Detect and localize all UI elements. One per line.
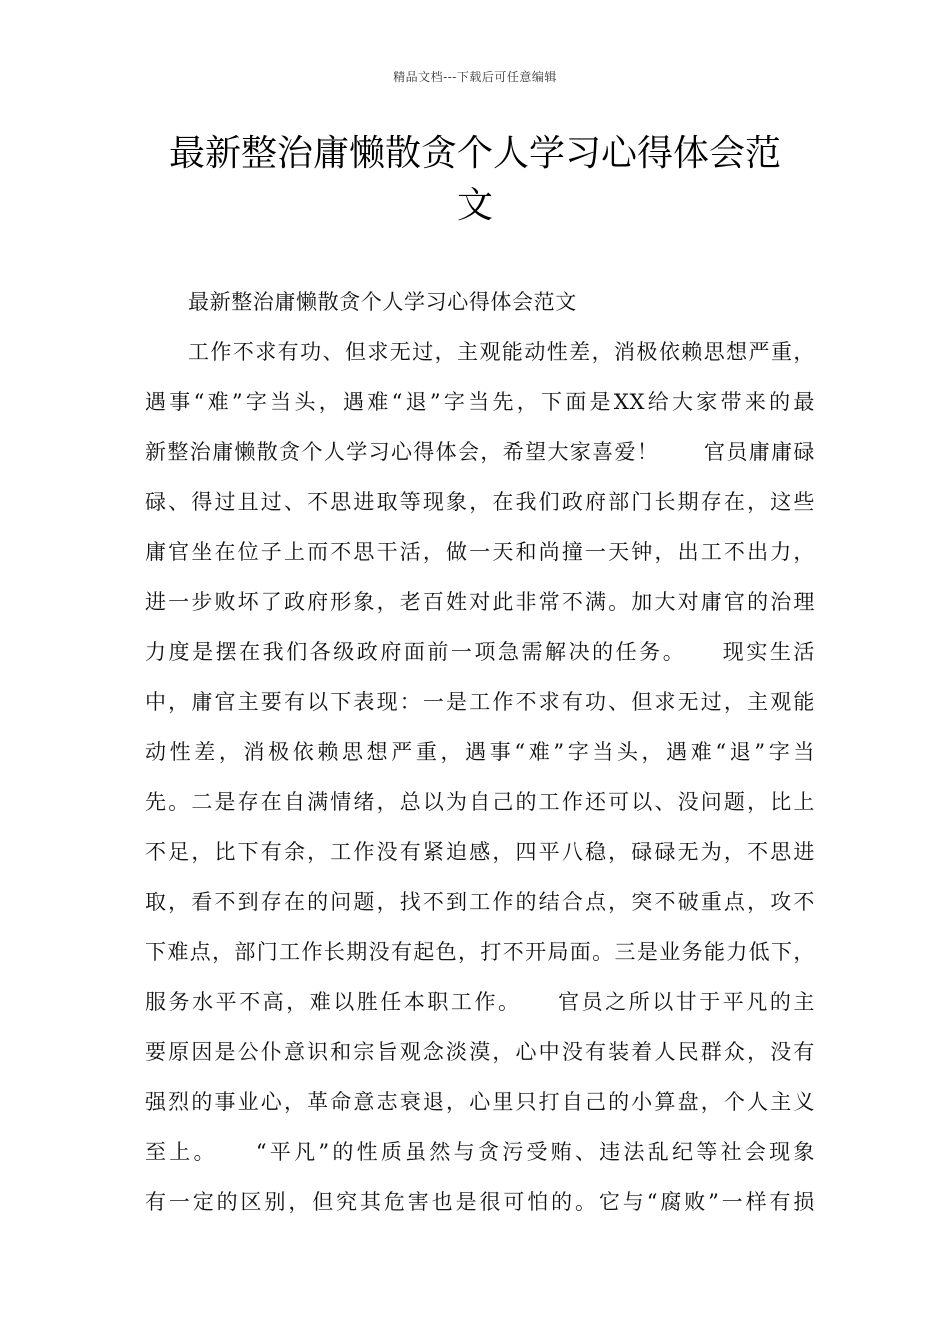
body-line: 服务水平不高，难以胜任本职工作。 官员之所以甘于平凡的主 (145, 990, 815, 1014)
body-line: 取，看不到存在的问题，找不到工作的结合点，突不破重点，攻不 (145, 890, 815, 914)
title-line-2: 文 (456, 185, 493, 226)
body-line: 至上。 “平凡”的性质虽然与贪污受贿、违法乱纪等社会现象 (145, 1140, 815, 1164)
document-header-note: 精品文档---下载后可任意编辑 (393, 70, 557, 84)
title-line-1: 最新整治庸懒散贪个人学习心得体会范 (168, 133, 781, 174)
body-line: 动性差，消极依赖思想严重，遇事“难”字当头，遇难“退”字当 (145, 740, 815, 764)
body-line: 不足，比下有余，工作没有紧迫感，四平八稳，碌碌无为，不思进 (145, 840, 815, 864)
body-line: 有一定的区别，但究其危害也是很可怕的。它与“腐败”一样有损 (145, 1190, 815, 1214)
body-line: 遇事“难”字当头，遇难“退”字当先，下面是XX给大家带来的最 (145, 390, 815, 414)
body-line: 碌、得过且过、不思进取等现象，在我们政府部门长期存在，这些 (145, 490, 815, 514)
body-line: 新整治庸懒散贪个人学习心得体会，希望大家喜爱！ 官员庸庸碌 (145, 440, 815, 464)
body-line: 庸官坐在位子上而不思干活，做一天和尚撞一天钟，出工不出力， (145, 540, 815, 564)
body-line: 先。二是存在自满情绪，总以为自己的工作还可以、没问题，比上 (145, 790, 815, 814)
body-line: 工作不求有功、但求无过，主观能动性差，消极依赖思想严重， (188, 340, 815, 364)
body-line: 中，庸官主要有以下表现：一是工作不求有功、但求无过，主观能 (145, 690, 815, 714)
body-line: 要原因是公仆意识和宗旨观念淡漠，心中没有装着人民群众，没有 (145, 1040, 815, 1064)
body-line: 力度是摆在我们各级政府面前一项急需解决的任务。 现实生活 (145, 640, 815, 664)
document-title (140, 128, 810, 232)
body-line: 进一步败坏了政府形象，老百姓对此非常不满。加大对庸官的治理 (145, 590, 815, 614)
document-body (145, 284, 815, 1234)
subtitle-line: 最新整治庸懒散贪个人学习心得体会范文 (188, 290, 577, 314)
body-line: 下难点，部门工作长期没有起色，打不开局面。三是业务能力低下， (145, 940, 815, 964)
body-line: 强烈的事业心，革命意志衰退，心里只打自己的小算盘，个人主义 (145, 1090, 815, 1114)
